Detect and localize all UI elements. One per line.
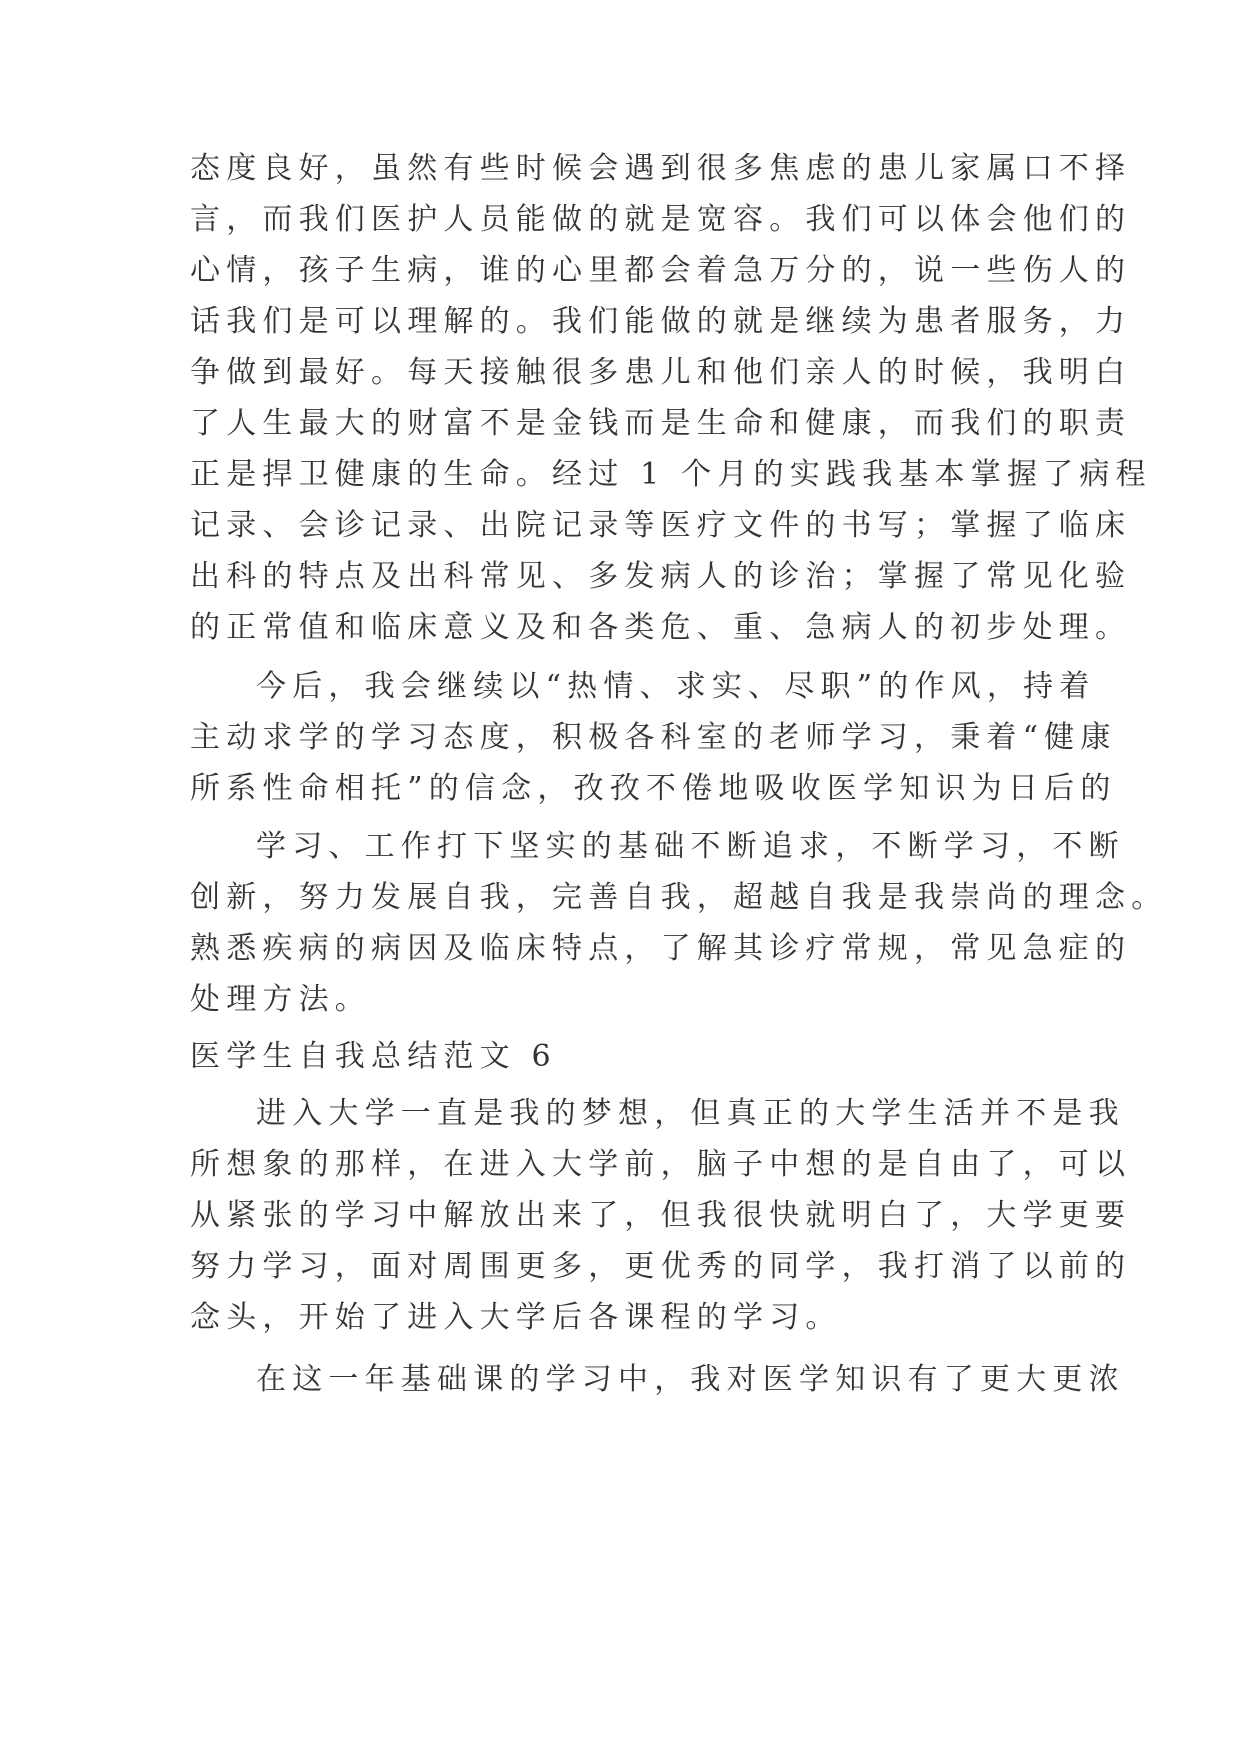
body-line: 话我们是可以理解的。我们能做的就是继续为患者服务，力 <box>190 304 1132 339</box>
section-heading: 医学生自我总结范文 6 <box>190 1039 557 1074</box>
body-line: 努力学习，面对周围更多，更优秀的同学，我打消了以前的 <box>190 1249 1132 1284</box>
body-line: 态度良好，虽然有些时候会遇到很多焦虑的患儿家属口不择 <box>190 151 1132 186</box>
body-line: 从紧张的学习中解放出来了，但我很快就明白了，大学更要 <box>190 1198 1132 1233</box>
body-line: 的正常值和临床意义及和各类危、重、急病人的初步处理。 <box>190 610 1132 645</box>
body-line: 记录、会诊记录、出院记录等医疗文件的书写；掌握了临床 <box>190 508 1132 543</box>
paragraph-first-line: 今后，我会继续以“热情、求实、尽职”的作风，持着 <box>256 669 1096 704</box>
body-line: 所系性命相托”的信念，孜孜不倦地吸收医学知识为日后的 <box>190 771 1117 806</box>
body-line: 处理方法。 <box>190 982 371 1017</box>
body-line: 心情，孩子生病，谁的心里都会着急万分的，说一些伤人的 <box>190 253 1132 288</box>
body-line: 了人生最大的财富不是金钱而是生命和健康，而我们的职责 <box>190 406 1132 441</box>
paragraph-first-line: 在这一年基础课的学习中，我对医学知识有了更大更浓 <box>256 1362 1125 1397</box>
body-line: 熟悉疾病的病因及临床特点，了解其诊疗常规，常见急症的 <box>190 931 1132 966</box>
body-line: 念头，开始了进入大学后各课程的学习。 <box>190 1300 842 1335</box>
paragraph-first-line: 进入大学一直是我的梦想，但真正的大学生活并不是我 <box>256 1096 1125 1131</box>
body-line: 言，而我们医护人员能做的就是宽容。我们可以体会他们的 <box>190 202 1132 237</box>
body-line: 争做到最好。每天接触很多患儿和他们亲人的时候，我明白 <box>190 355 1132 390</box>
body-line: 主动求学的学习态度，积极各科室的老师学习，秉着“健康 <box>190 720 1117 755</box>
body-line: 创新，努力发展自我，完善自我，超越自我是我崇尚的理念。 <box>190 880 1168 915</box>
body-line: 所想象的那样，在进入大学前，脑子中想的是自由了，可以 <box>190 1147 1132 1182</box>
paragraph-first-line: 学习、工作打下坚实的基础不断追求，不断学习，不断 <box>256 829 1125 864</box>
body-line: 正是捍卫健康的生命。经过 1 个月的实践我基本掌握了病程 <box>190 457 1152 492</box>
body-line: 出科的特点及出科常见、多发病人的诊治；掌握了常见化验 <box>190 559 1132 594</box>
